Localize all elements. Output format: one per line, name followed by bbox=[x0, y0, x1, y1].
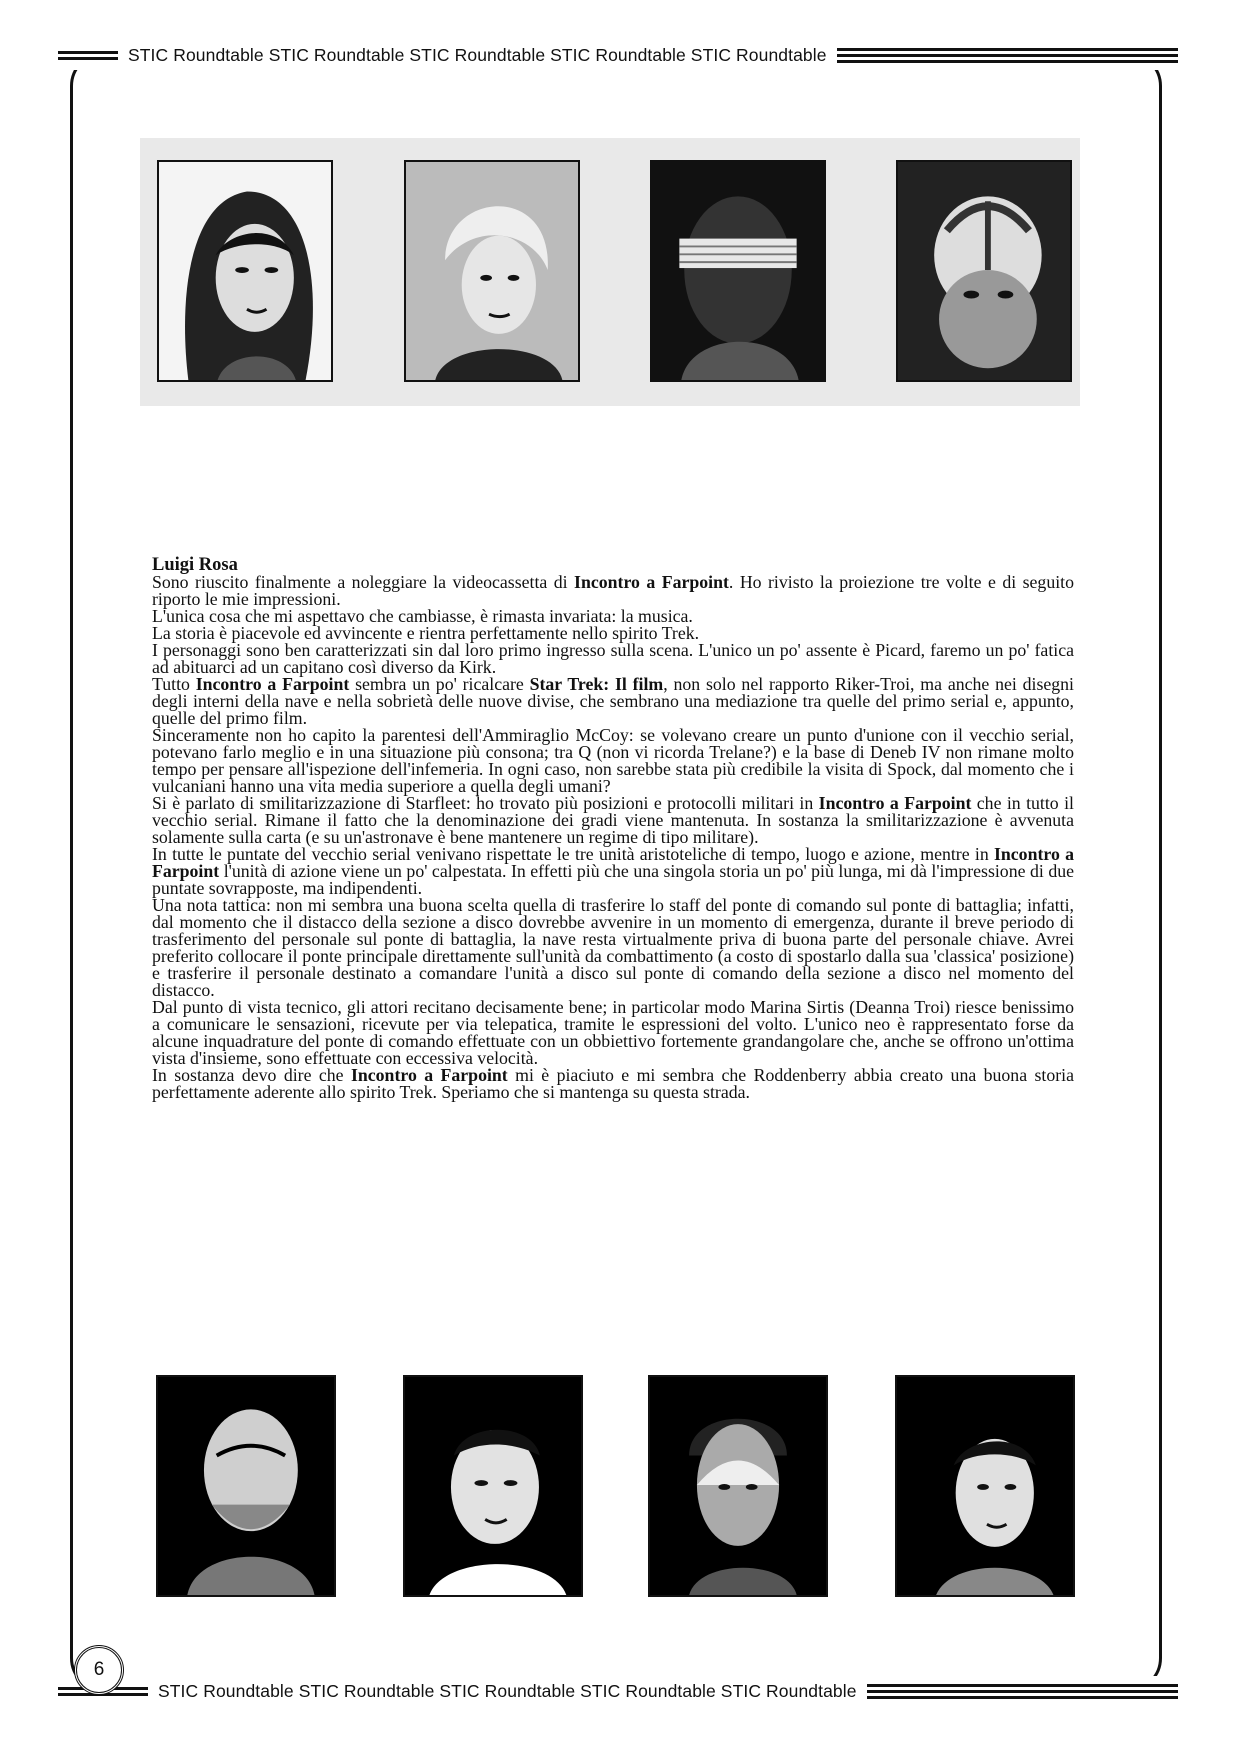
article-text: mi è piaciuto e mi sembra che Roddenberry abbia creato una buona storia perfettamente aderente allo spirito Trek. Speriamo che si mantenga su questa strada. bbox=[152, 1065, 1075, 1102]
article-paragraph bbox=[152, 795, 1074, 846]
footer-banner-text: STIC Roundtable STIC Roundtable STIC Roundtable STIC Roundtable STIC Roundtable bbox=[158, 1680, 857, 1701]
header-banner bbox=[58, 40, 1178, 70]
article-body bbox=[152, 574, 1074, 1101]
header-banner-text: STIC Roundtable STIC Roundtable STIC Roundtable STIC Roundtable STIC Roundtable bbox=[128, 44, 827, 65]
article-text: l'unità di azione viene un po' calpestata. In effetti più che una singola storia un po' più lunga, mi dà l'impressione di due puntate sovrapposte, ma indipendenti. bbox=[152, 861, 1074, 898]
photo-portrait-woman-dark-hair bbox=[895, 1375, 1075, 1597]
article-text: Sono riuscito finalmente a noleggiare la videocassetta di bbox=[152, 572, 575, 592]
article-text: Tutto bbox=[152, 674, 196, 694]
article-text: I personaggi sono ben caratterizzati sin dal loro primo ingresso sulla scena. L'unico un po' assente è Picard, faremo un po' fatica ad abituarci ad un capitano così diverso da Kirk. bbox=[152, 640, 1074, 677]
article-text: In tutte le puntate del vecchio serial venivano rispettate le tre unità aristoteliche di tempo, luogo e azione, mentre in bbox=[152, 844, 994, 864]
article-paragraph bbox=[152, 727, 1074, 795]
photo-portrait-dark-hair-woman bbox=[157, 160, 333, 382]
article-title-ref: Incontro a Farpoint bbox=[195, 674, 350, 694]
article bbox=[152, 557, 1074, 1101]
article-text: Sinceramente non ho capito la parentesi dell'Ammiraglio McCoy: se volevano creare un punto d'unione con il vecchio serial, potevano farlo meglio e in una situazione più consona; tra Q (non vi ricorda Trelane?) e la base di Deneb IV non rimane molto tempo per pensare all'ispezione dell'infemeria. In ogni caso, non sarebbe stata più credibile la visita di Spock, dal momento che i vulcaniani hanno una vita media superiore a quella degli umani? bbox=[152, 725, 1074, 796]
article-text: . Ho rivisto la proiezione tre volte e di seguito riporto le mie impressioni. bbox=[152, 572, 1074, 609]
page-number: 6 bbox=[74, 1645, 124, 1695]
article-text: Dal punto di vista tecnico, gli attori recitano decisamente bene; in particolar modo Marina Sirtis (Deanna Troi) riesce benissimo a comunicare le sensazioni, ricevute per via telepatica, tramite le espressioni del volto. L'unico neo è rappresentato forse da alcune inquadrature del ponte di comando effettuate con un obbiettivo fortemente grandangolare che, anche se offrono un'ottima vista d'insieme, sono effettuate con eccessiva velocità. bbox=[152, 997, 1074, 1068]
article-paragraph bbox=[152, 574, 1074, 608]
article-paragraph bbox=[152, 999, 1074, 1067]
photo-portrait-blonde-woman bbox=[404, 160, 580, 382]
photo-portrait-klingon bbox=[896, 160, 1072, 382]
article-title-ref: Incontro a Farpoint bbox=[152, 844, 1075, 881]
article-text: La storia è piacevole ed avvincente e rientra perfettamente nello spirito Trek. bbox=[152, 623, 700, 643]
article-text: L'unica cosa che mi aspettavo che cambiasse, è rimasta invariata: la musica. bbox=[152, 606, 693, 626]
photo-portrait-bald-man bbox=[156, 1375, 336, 1597]
article-paragraph bbox=[152, 846, 1074, 897]
article-paragraph bbox=[152, 642, 1074, 676]
article-paragraph bbox=[152, 1067, 1074, 1101]
article-title-ref: Incontro a Farpoint bbox=[818, 793, 972, 813]
article-title-ref: Incontro a Farpoint bbox=[350, 1065, 508, 1085]
article-text: , non solo nel rapporto Riker-Troi, ma anche nei disegni degli interni della nave e nella sobrietà delle nuove divise, che sembrano una mediazione tra quelle del primo serial e, appunto, quelle del primo film. bbox=[152, 674, 1074, 728]
article-author: Luigi Rosa bbox=[152, 555, 238, 575]
photo-portrait-visor-man bbox=[650, 160, 826, 382]
footer-banner bbox=[58, 1676, 1178, 1706]
article-text: sembra un po' ricalcare bbox=[349, 674, 530, 694]
article-text: Una nota tattica: non mi sembra una buona scelta quella di trasferire lo staff del ponte di comando sul ponte di battaglia; infatti, dal momento che il distacco della sezione a disco dovrebbe avvenire in un momento di emergenza, durante il breve periodo di trasferimento del personale sul ponte di battaglia, la nave resta virtualmente priva di buona parte del personale chiave. Avrei preferito collocare il ponte principale direttamente sull'unità da combattimento (a costo di spostarlo dalla sua 'classica' posizione) e trasferire il personale destinato a comandare l'unità a disco sul ponte di comando della sezione a disco nel momento del distacco. bbox=[152, 895, 1074, 1000]
article-title-ref: Incontro a Farpoint bbox=[574, 572, 729, 592]
article-title-ref: Star Trek: Il film bbox=[529, 674, 664, 694]
article-paragraph bbox=[152, 897, 1074, 999]
photo-portrait-young-man bbox=[403, 1375, 583, 1597]
article-text: che in tutto il vecchio serial. Rimane il fatto che la denominazione dei gradi viene mantenuta. In sostanza la smilitarizzazione è avvenuta solamente sulla carta (e su un'astronave è bene mantenere un regime di tipo militare). bbox=[152, 793, 1074, 847]
article-text: Si è parlato di smilitarizzazione di Starfleet: ho trovato più posizioni e protocolli militari in bbox=[152, 793, 819, 813]
article-paragraph bbox=[152, 676, 1074, 727]
article-text: In sostanza devo dire che bbox=[152, 1065, 351, 1085]
photo-portrait-android bbox=[648, 1375, 828, 1597]
